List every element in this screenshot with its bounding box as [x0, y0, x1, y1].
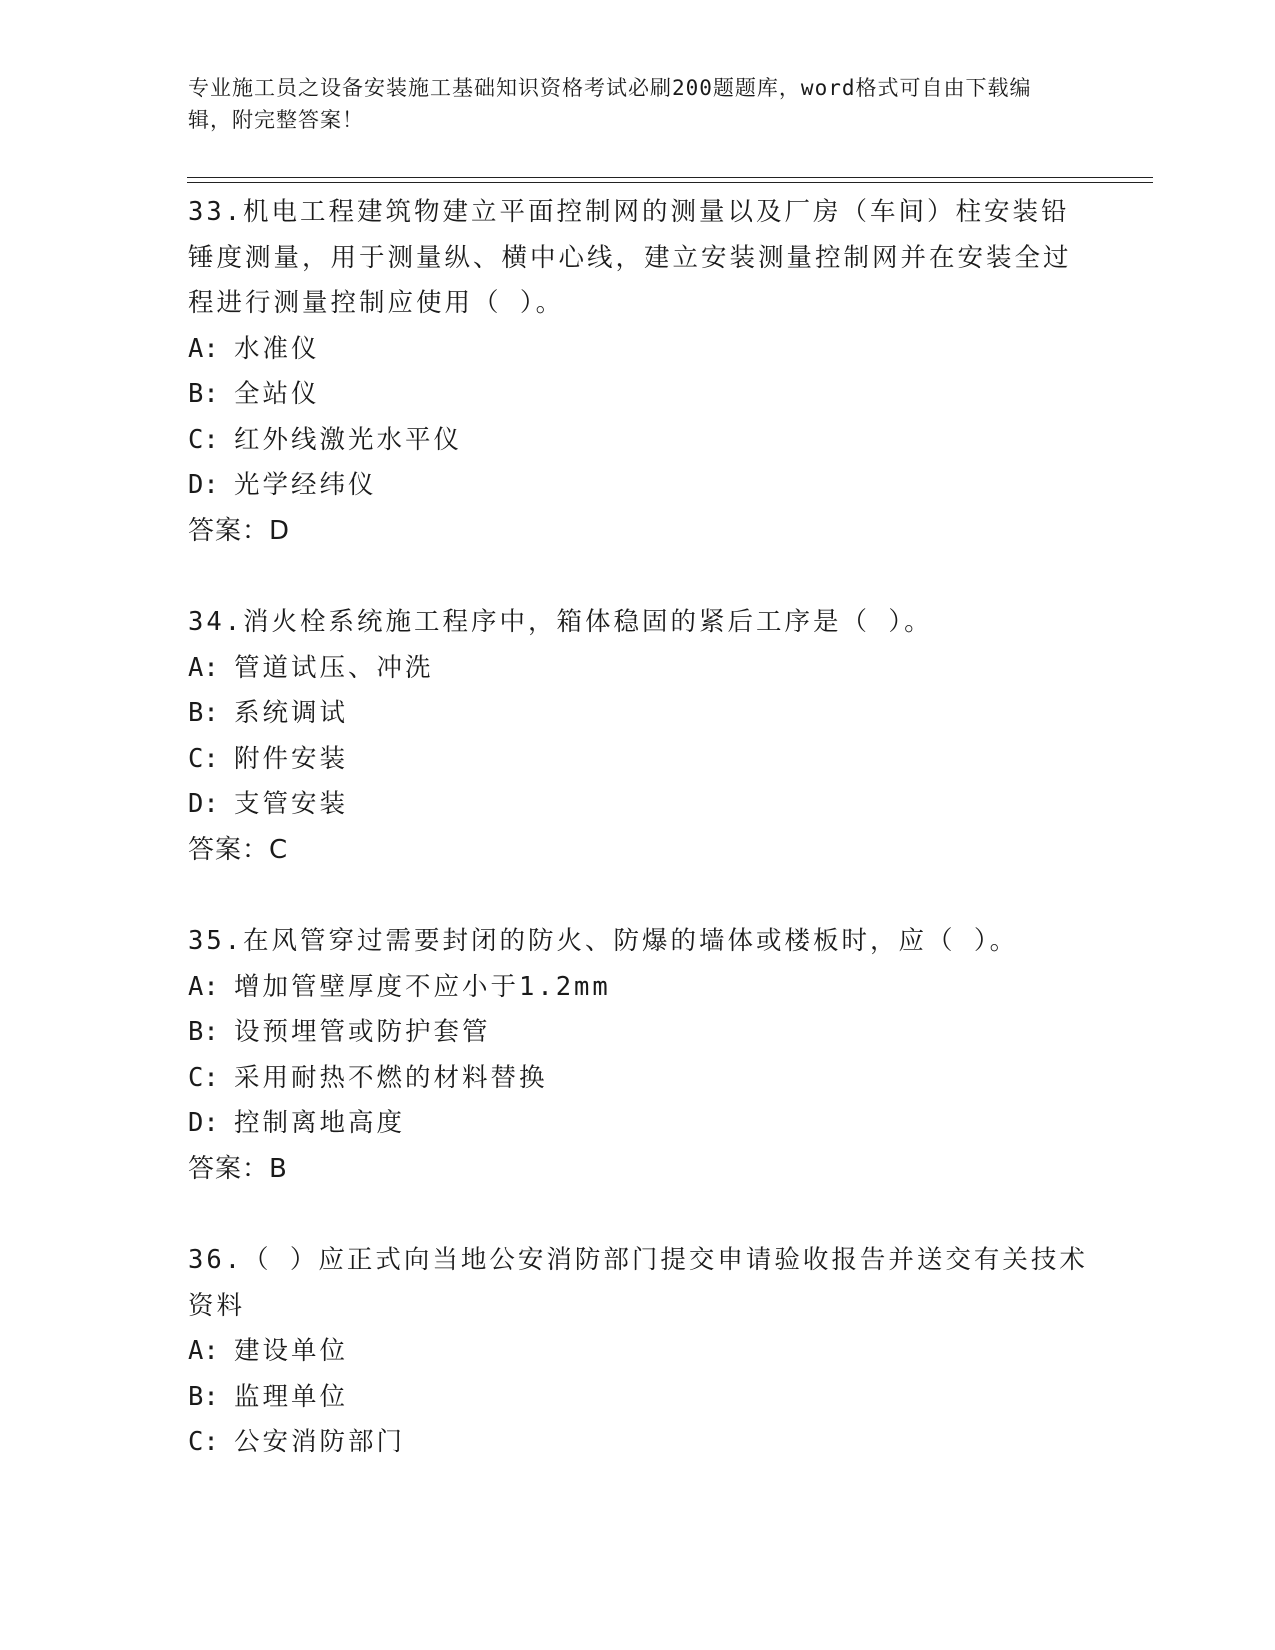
- option-d: [188, 463, 1088, 509]
- option-a: [188, 965, 1088, 1011]
- question-stem: 34.消火栓系统施工程序中，箱体稳固的紧后工序是（ ）。: [188, 607, 933, 637]
- option-b: [188, 1375, 1088, 1421]
- option-letter: D:: [188, 789, 219, 819]
- option-a: [188, 646, 1088, 692]
- question-stem: 36.（ ）应正式向当地公安消防部门提交申请验收报告并送交有关技术资料: [188, 1245, 1088, 1321]
- option-letter: A:: [188, 652, 219, 683]
- question-stem: 35.在风管穿过需要封闭的防火、防爆的墙体或楼板时，应（ ）。: [188, 926, 1019, 956]
- option-text: 设预埋管或防护套管: [234, 1017, 491, 1047]
- option-letter: A:: [188, 1336, 219, 1366]
- question-34: [188, 600, 1088, 873]
- document-header: [188, 72, 1068, 136]
- option-text: 管道试压、冲洗: [234, 652, 434, 683]
- question-35: [188, 919, 1088, 1192]
- option-text: 全站仪: [234, 379, 320, 409]
- option-text: 水准仪: [234, 333, 320, 364]
- question-list: [188, 190, 1088, 1512]
- option-letter: B:: [188, 1381, 219, 1412]
- option-a: [188, 327, 1088, 373]
- option-text: 建设单位: [234, 1336, 349, 1366]
- option-text: 控制离地高度: [234, 1108, 406, 1138]
- option-text: 附件安装: [234, 743, 349, 774]
- question-33: [188, 190, 1088, 554]
- option-c: [188, 418, 1088, 464]
- option-text: 增加管壁厚度不应小于1.2mm: [234, 971, 611, 1002]
- answer-line: 答案：C: [188, 834, 289, 865]
- question-stem: 33.机电工程建筑物建立平面控制网的测量以及厂房（车间）柱安装铅锤度测量，用于测量纵、横中心线，建立安装测量控制网并在安装全过程进行测量控制应使用（ ）。: [188, 197, 1072, 318]
- option-b: [188, 1010, 1088, 1056]
- option-text: 系统调试: [234, 698, 349, 728]
- option-c: [188, 1056, 1088, 1102]
- option-d: [188, 1101, 1088, 1147]
- option-c: [188, 1420, 1088, 1466]
- option-text: 光学经纬仪: [234, 470, 377, 500]
- header-rule-top: [187, 177, 1153, 178]
- option-text: 采用耐热不燃的材料替换: [234, 1062, 548, 1093]
- answer-line: 答案：D: [188, 515, 291, 546]
- header-rule-bottom: [187, 182, 1153, 183]
- option-c: [188, 737, 1088, 783]
- option-text: 红外线激光水平仪: [234, 424, 463, 455]
- option-letter: C:: [188, 1062, 219, 1093]
- option-a: [188, 1329, 1088, 1375]
- option-text: 公安消防部门: [234, 1427, 406, 1457]
- option-letter: D:: [188, 1108, 219, 1138]
- option-letter: B:: [188, 698, 219, 728]
- question-36: [188, 1238, 1088, 1466]
- option-b: [188, 372, 1088, 418]
- option-d: [188, 782, 1088, 828]
- option-b: [188, 691, 1088, 737]
- option-letter: A:: [188, 333, 219, 364]
- option-letter: A:: [188, 971, 219, 1002]
- option-letter: C:: [188, 424, 219, 455]
- option-letter: C:: [188, 1427, 219, 1457]
- header-text: 专业施工员之设备安装施工基础知识资格考试必刷200题题库，word格式可自由下载编辑，附完整答案！: [188, 76, 1032, 132]
- option-letter: B:: [188, 379, 219, 409]
- option-letter: D:: [188, 470, 219, 500]
- option-letter: C:: [188, 743, 219, 774]
- option-letter: B:: [188, 1017, 219, 1047]
- option-text: 支管安装: [234, 789, 349, 819]
- answer-line: 答案：B: [188, 1153, 288, 1184]
- option-text: 监理单位: [234, 1381, 349, 1412]
